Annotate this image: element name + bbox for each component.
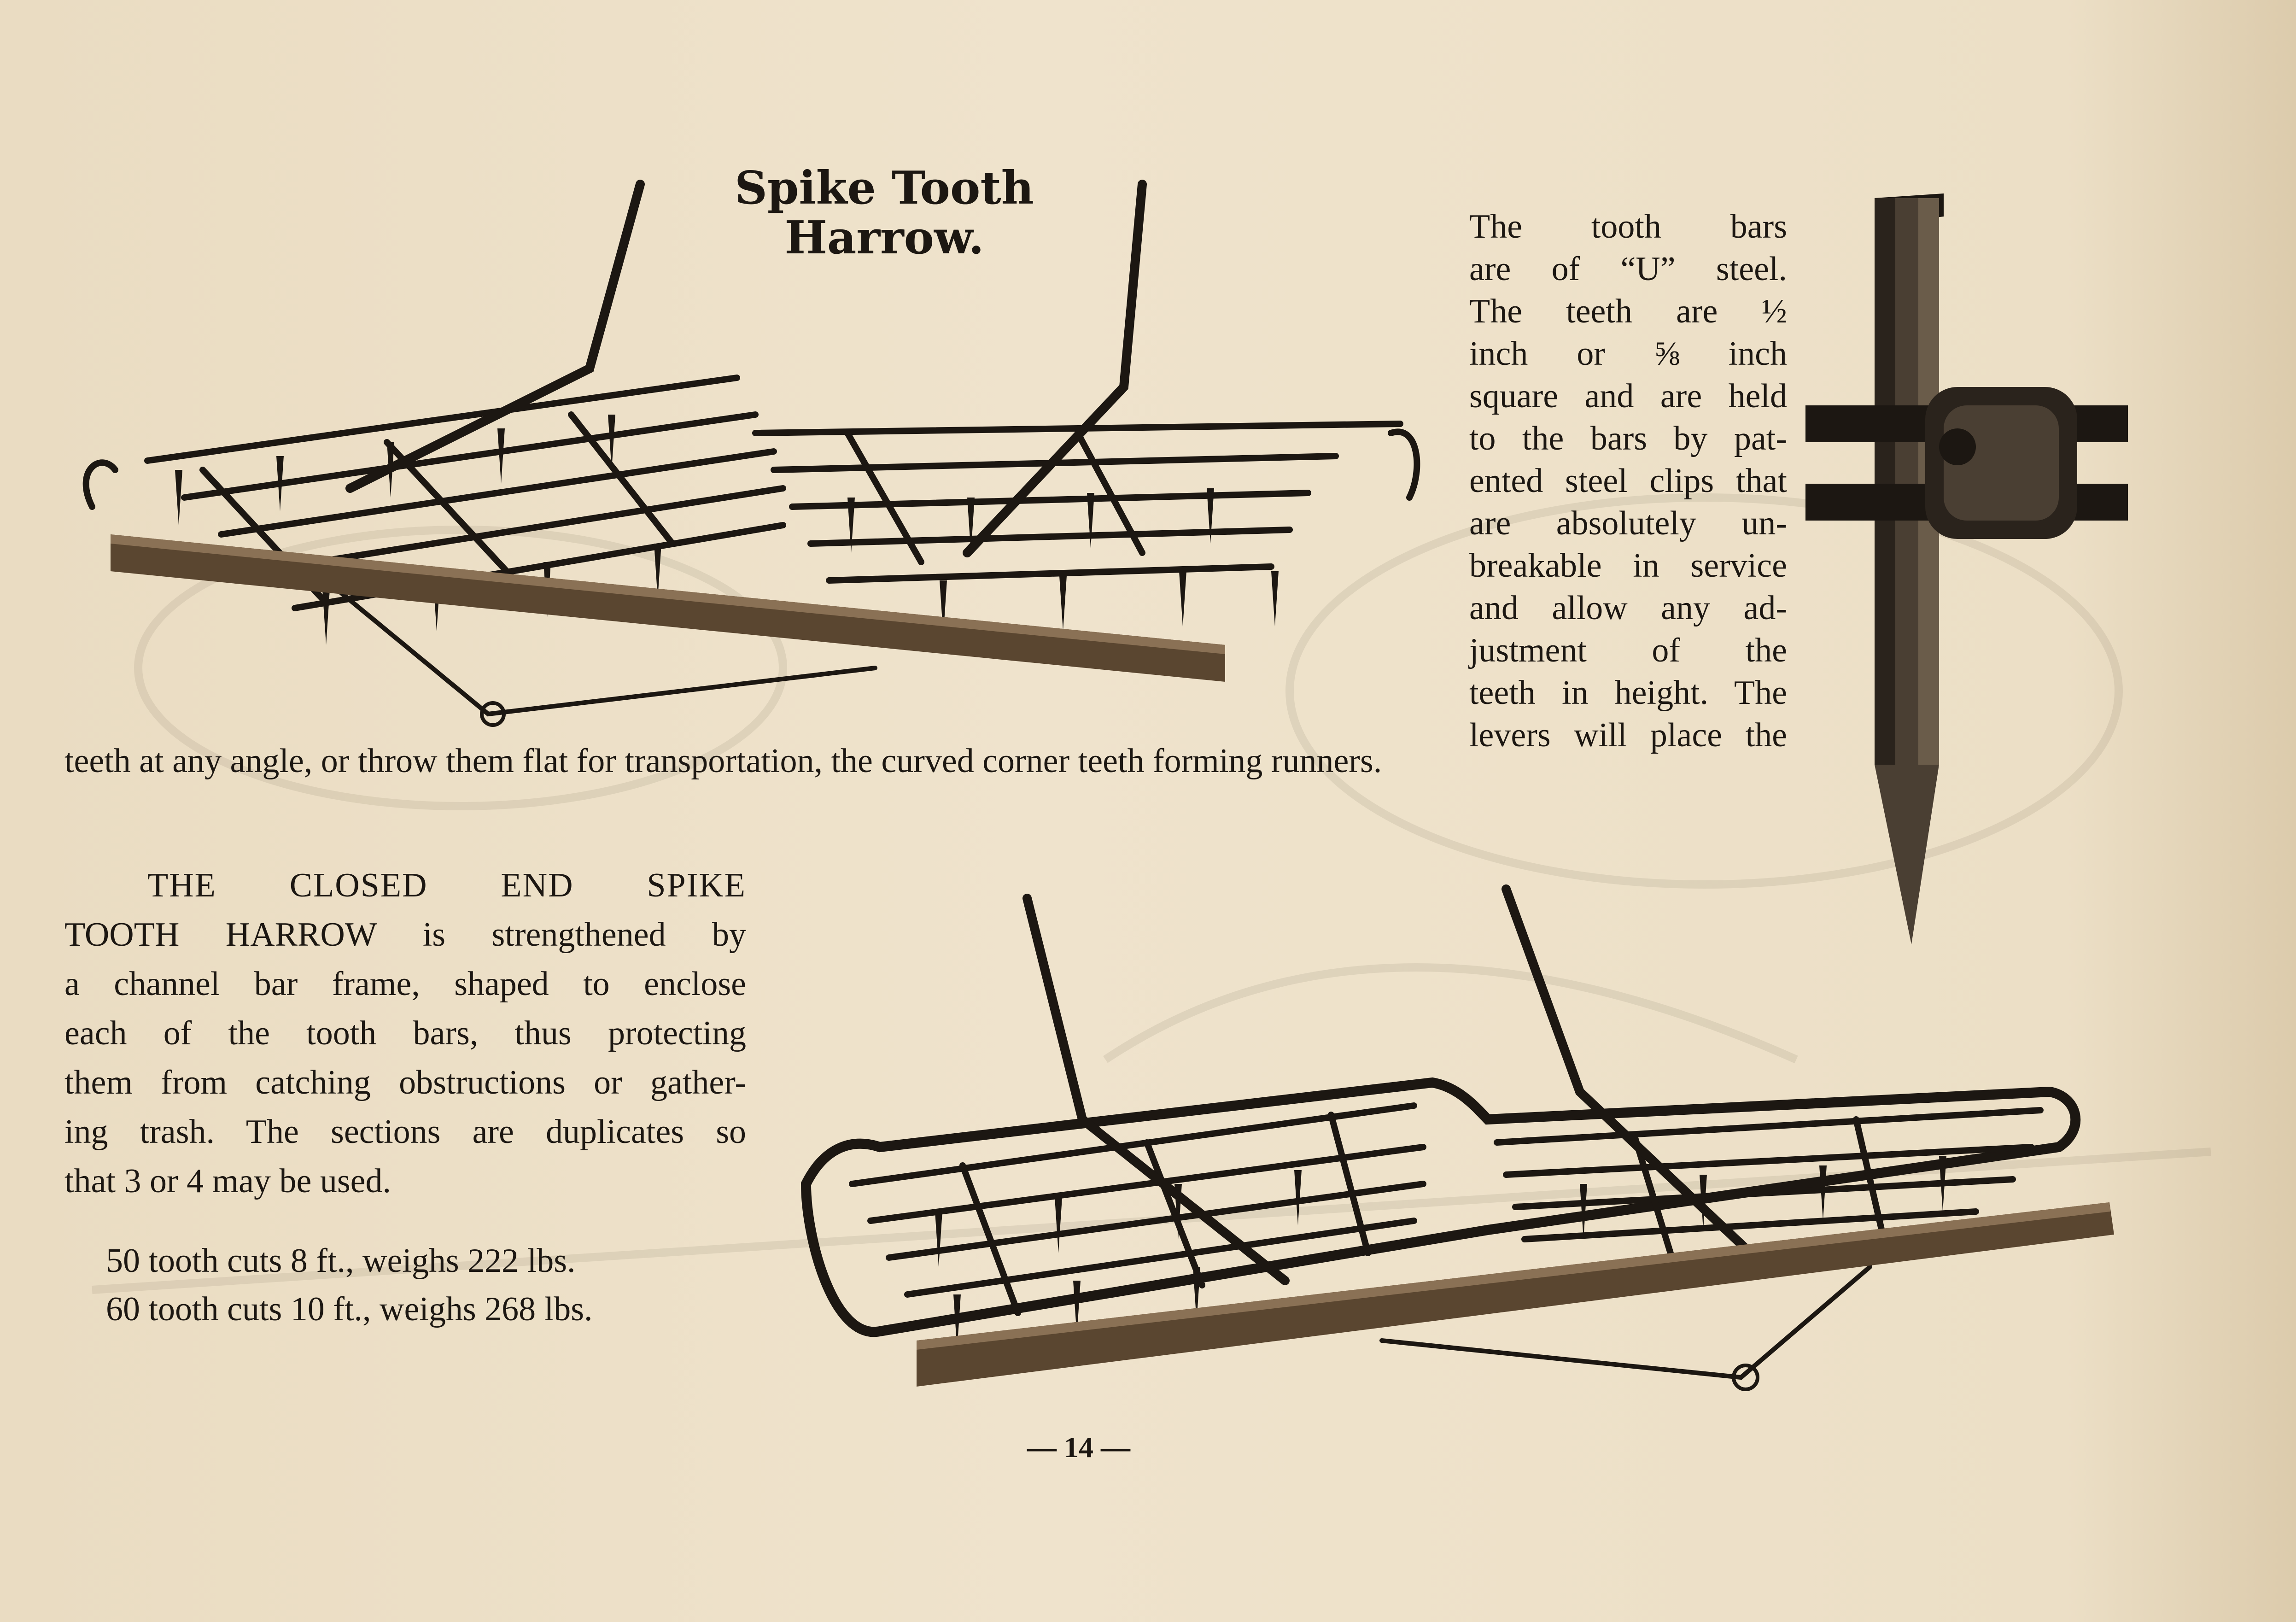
description-continuation: teeth at any angle, or throw them flat for transportation, the curved corner teeth forming runners.: [64, 742, 1382, 780]
description-line: The tooth bars: [1469, 208, 1787, 246]
description-line: justment of the: [1469, 632, 1787, 669]
description-line: are of “U” steel.: [1469, 250, 1787, 288]
title-line-2: Harrow.: [784, 211, 984, 264]
description-line: teeth in height. The: [1469, 674, 1787, 712]
spec-line: 60 tooth cuts 10 ft., weighs 268 lbs.: [106, 1290, 593, 1328]
closed-end-line: ing trash. The sections are duplicates so: [64, 1113, 746, 1151]
harrow-illustration-bottom: [797, 889, 2114, 1410]
description-line: and allow any ad-: [1469, 589, 1787, 627]
closed-end-line: each of the tooth bars, thus protecting: [64, 1014, 746, 1052]
page-number: — 14 —: [1027, 1431, 1130, 1464]
description-line: levers will place the: [1469, 716, 1787, 754]
description-line: breakable in service: [1469, 547, 1787, 585]
description-line: square and are held: [1469, 377, 1787, 415]
description-line: are absolutely un-: [1469, 504, 1787, 542]
description-line: The teeth are ½: [1469, 293, 1787, 330]
closed-end-line: them from catching obstructions or gather-: [64, 1064, 746, 1101]
description-line: to the bars by pat-: [1469, 420, 1787, 457]
description-line: ented steel clips that: [1469, 462, 1787, 500]
harrow-illustration-top: [64, 175, 1428, 742]
spec-line: 50 tooth cuts 8 ft., weighs 222 lbs.: [106, 1242, 576, 1280]
closed-end-line: THE CLOSED END SPIKE: [147, 867, 746, 904]
closed-end-line: that 3 or 4 may be used.: [64, 1162, 391, 1200]
description-line: inch or ⅝ inch: [1469, 335, 1787, 373]
tooth-clip-illustration: [1805, 189, 2128, 949]
title-line-1: Spike Tooth: [735, 162, 1034, 215]
closed-end-line: a channel bar frame, shaped to enclose: [64, 965, 746, 1003]
closed-end-line: TOOTH HARROW is strengthened by: [64, 916, 746, 954]
